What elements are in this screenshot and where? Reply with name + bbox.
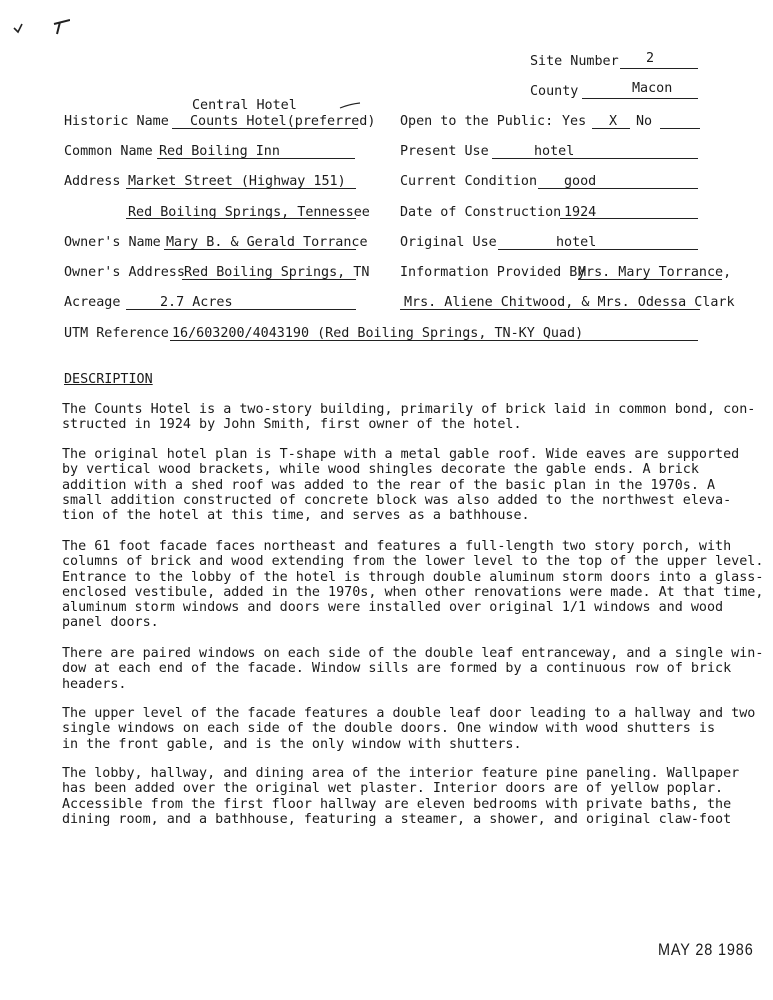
paragraph-3 bbox=[62, 539, 764, 631]
utm-value: 16/603200/4043190 (Red Boiling Springs, TN-KY Quad) bbox=[172, 326, 584, 341]
text-line: dining room, and a bathhouse, featuring a steamer, a shower, and original claw-foot bbox=[62, 811, 732, 827]
text-line: The Counts Hotel is a two-story building, primarily of brick laid in common bond, con- bbox=[62, 402, 756, 417]
site-number-value: 2 bbox=[646, 51, 655, 66]
info-provided-value1: Mrs. Mary Torrance, bbox=[578, 265, 732, 280]
no-label: No bbox=[636, 114, 653, 129]
yes-label: Yes bbox=[562, 114, 587, 129]
original-use-label: Original Use bbox=[400, 235, 497, 250]
info-provided-label: Information Provided By bbox=[400, 265, 586, 280]
common-name-label: Common Name bbox=[64, 144, 153, 159]
text-line: enclosed vestibule, added in the 1970s, when other renovations were made. At that time, bbox=[62, 584, 764, 600]
owner-address-value: Red Boiling Springs, TN bbox=[184, 265, 370, 280]
owner-name-label: Owner's Name bbox=[64, 235, 161, 250]
yes-value: X bbox=[609, 114, 618, 129]
paragraph-6 bbox=[62, 766, 742, 827]
paragraph-1 bbox=[62, 402, 756, 433]
historic-name-value: Counts Hotel(preferred) bbox=[190, 114, 376, 129]
paragraph-5 bbox=[62, 706, 756, 752]
county-label: County bbox=[530, 84, 579, 99]
current-condition-label: Current Condition bbox=[400, 174, 538, 189]
text-line: addition with a shed roof was added to the rear of the basic plan in the 1970s. A bbox=[62, 477, 716, 493]
original-use-value: hotel bbox=[556, 235, 597, 250]
text-line: The 61 foot facade faces northeast and features a full-length two story porch, with bbox=[62, 539, 732, 554]
stray-ink-mark bbox=[10, 14, 70, 38]
present-use-label: Present Use bbox=[400, 144, 489, 159]
owner-name-value: Mary B. & Gerald Torrance bbox=[166, 235, 368, 250]
text-line: aluminum storm windows and doors were installed over original 1/1 windows and wood bbox=[62, 600, 724, 616]
county-value: Macon bbox=[632, 81, 673, 96]
text-line: structed in 1924 by John Smith, first owner of the hotel. bbox=[62, 417, 522, 433]
text-line: The lobby, hallway, and dining area of the interior feature pine paneling. Wallpaper bbox=[62, 766, 740, 781]
address-line2: Red Boiling Springs, Tennessee bbox=[128, 205, 370, 220]
paragraph-2 bbox=[62, 447, 742, 523]
text-line: Entrance to the lobby of the hotel is through double aluminum storm doors into a glass- bbox=[62, 569, 764, 585]
text-line: in the front gable, and is the only window with shutters. bbox=[62, 736, 522, 752]
info-provided-value2: Mrs. Aliene Chitwood, & Mrs. Odessa Clark bbox=[404, 295, 735, 310]
description-heading: DESCRIPTION bbox=[64, 372, 153, 387]
text-line: There are paired windows on each side of the double leaf entranceway, and a single win- bbox=[62, 646, 764, 661]
text-line: Accessible from the first floor hallway are eleven bedrooms with private baths, the bbox=[62, 796, 732, 812]
text-line: dow at each end of the facade. Window sills are formed by a continuous row of brick bbox=[62, 661, 732, 677]
acreage-value: 2.7 Acres bbox=[160, 295, 233, 310]
text-line: by vertical wood brackets, while wood shingles decorate the gable ends. A brick bbox=[62, 462, 699, 478]
handwritten-dash bbox=[338, 100, 362, 110]
text-line: The upper level of the facade features a double leaf door leading to a hallway and two bbox=[62, 706, 756, 721]
paragraph-4 bbox=[62, 646, 764, 692]
text-line: The original hotel plan is T-shape with a metal gable roof. Wide eaves are supported bbox=[62, 447, 740, 462]
historic-name-alt: Central Hotel bbox=[192, 98, 297, 113]
utm-label: UTM Reference bbox=[64, 326, 169, 341]
historic-name-label: Historic Name bbox=[64, 114, 169, 129]
text-line: columns of brick and wood extending from the lower level to the top of the upper level. bbox=[62, 554, 764, 570]
text-line: single windows on each side of the double doors. One window with wood shutters is bbox=[62, 721, 716, 737]
text-line: headers. bbox=[62, 676, 127, 692]
acreage-label: Acreage bbox=[64, 295, 121, 310]
current-condition-value: good bbox=[564, 174, 597, 189]
text-line: small addition constructed of concrete block was also added to the northwest eleva- bbox=[62, 492, 732, 508]
date-construction-value: 1924 bbox=[564, 205, 597, 220]
text-line: tion of the hotel at this time, and serves as a bathhouse. bbox=[62, 508, 530, 524]
common-name-value: Red Boiling Inn bbox=[159, 144, 280, 159]
address-line1: Market Street (Highway 151) bbox=[128, 174, 346, 189]
site-number-label: Site Number bbox=[530, 54, 619, 69]
date-construction-label: Date of Construction bbox=[400, 205, 562, 220]
text-line: panel doors. bbox=[62, 615, 159, 631]
owner-address-label: Owner's Address bbox=[64, 265, 185, 280]
open-public-label: Open to the Public: bbox=[400, 114, 554, 129]
text-line: has been added over the original wet plaster. Interior doors are of yellow poplar. bbox=[62, 781, 724, 797]
date-stamp: MAY 28 1986 bbox=[658, 940, 754, 959]
present-use-value: hotel bbox=[534, 144, 575, 159]
address-label: Address bbox=[64, 174, 121, 189]
